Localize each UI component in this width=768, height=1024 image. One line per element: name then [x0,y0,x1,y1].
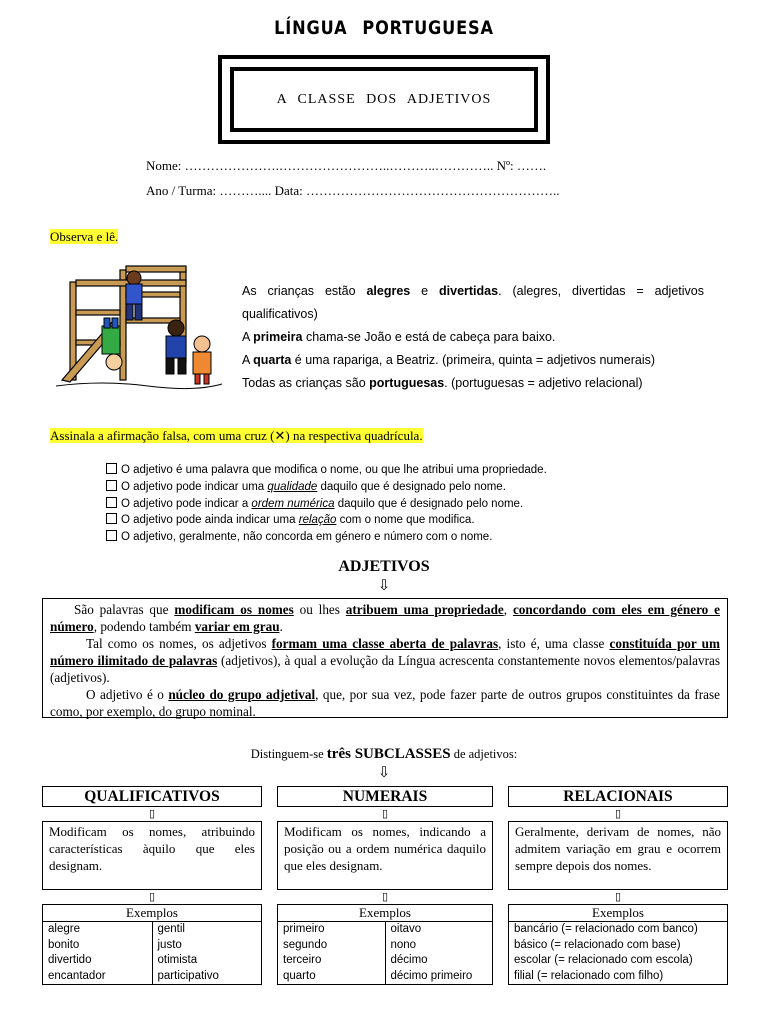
observe-sentence-2: A primeira chama-se João e está de cabeça para baixo. [242,330,556,344]
example-word: participativo [157,969,219,982]
worksheet-title: A CLASSE DOS ADJETIVOS [276,91,492,107]
exercise-instruction: Assinala a afirmação falsa, com uma cruz (✕) na respectiva quadrícula. [50,428,423,443]
title-frame [218,55,550,144]
example-word: bancário (= relacionado com banco) [514,923,698,935]
option-4[interactable]: O adjetivo pode ainda indicar uma relação com o nome que modifica. [106,512,547,529]
definition-box [42,598,728,718]
example-word: oitavo [390,923,422,935]
example-word: divertido [48,954,92,966]
option-1[interactable]: O adjetivo é uma palavra que modifica o nome, ou que lhe atribui uma propriedade. [106,462,547,479]
examples-label: Exemplos [278,905,492,922]
numerais-examples [277,904,493,985]
cross-icon: ✕ [274,428,286,443]
example-word: bonito [48,938,80,951]
down-marker-icon: ▯ [148,808,156,820]
observe-sentence-4: Todas as crianças são portuguesas. (portuguesas = adjetivo relacional) [242,376,643,390]
relacionais-description: Geralmente, derivam de nomes, não admitem variação em grau e ocorrem sempre depois dos nomes. [508,821,728,890]
class-date-field-line[interactable]: Ano / Turma: ……….... Data: ………………………………………………….. [146,183,560,198]
definition-paragraph-2: Tal como os nomes, os adjetivos formam uma classe aberta de palavras, isto é, uma classe constituída por um número ilimitado de palavras (adjetivos), à qual a evolução da Língua acrescenta constantemente novos elementos/palavras (adjetivos). [50,636,720,685]
definition-paragraph-1: São palavras que modificam os nomes ou lhes atribuem uma propriedade, concordando com eles em género e número, podendo também variar em grau. [50,602,720,634]
observe-label: Observa e lê. [50,229,119,244]
observe-sentence-1: As crianças estão alegres e divertidas. (alegres, divertidas = adjetivos qualificativos) [242,284,704,321]
example-word: otimista [157,954,198,966]
down-arrow-icon: ⇩ [377,578,391,594]
examples-label: Exemplos [43,905,261,922]
example-word: escolar (= relacionado com escola) [514,954,693,966]
name-field-line[interactable]: Nome: ………………….……………………..………..………….. Nº: ……. [146,158,547,173]
example-word: nono [390,938,417,951]
example-word: justo [157,938,182,951]
relacionais-examples [508,904,728,985]
qualificativos-heading: QUALIFICATIVOS [42,786,262,807]
example-word: primeiro [283,923,325,935]
subclasses-intro: Distinguem-se três SUBCLASSES de adjetivos: [250,746,518,762]
checkbox-3[interactable] [106,497,117,508]
relacionais-heading: RELACIONAIS [508,786,728,807]
example-word: segundo [283,938,328,951]
qualificativos-examples [42,904,262,985]
numerais-heading: NUMERAIS [277,786,493,807]
down-marker-icon: ▯ [381,891,389,903]
qualificativos-description: Modificam os nomes, atribuindo características àquilo que eles designam. [42,821,262,890]
exercise-options [106,462,547,546]
children-playground-illustration [52,262,224,392]
numerais-description: Modificam os nomes, indicando a posição ou a ordem numérica daquilo que eles designam. [277,821,493,890]
adjetivos-heading: ADJETIVOS [338,558,430,575]
example-word: encantador [48,969,106,982]
observe-text [242,280,704,395]
down-arrow-icon: ⇩ [377,765,391,781]
examples-label: Exemplos [509,905,727,922]
down-marker-icon: ▯ [614,891,622,903]
checkbox-2[interactable] [106,480,117,491]
checkbox-5[interactable] [106,530,117,541]
example-word: alegre [48,923,80,935]
example-word: filial (= relacionado com filho) [514,969,664,982]
option-2[interactable]: O adjetivo pode indicar uma qualidade daquilo que é designado pelo nome. [106,479,547,496]
down-marker-icon: ▯ [614,808,622,820]
definition-paragraph-3: O adjetivo é o núcleo do grupo adjetival, que, por sua vez, pode fazer parte de outros grupos constituintes da frase como, por exemplo, do grupo nominal. [50,687,720,719]
down-marker-icon: ▯ [148,891,156,903]
option-5[interactable]: O adjetivo, geralmente, não concorda em género e número com o nome. [106,529,547,546]
observe-sentence-3: A quarta é uma rapariga, a Beatriz. (primeira, quinta = adjetivos numerais) [242,353,656,367]
example-word: décimo [390,954,428,966]
example-word: terceiro [283,954,322,966]
page-title: LÍNGUA PORTUGUESA [274,17,494,39]
option-3[interactable]: O adjetivo pode indicar a ordem numérica daquilo que é designado pelo nome. [106,496,547,513]
example-word: básico (= relacionado com base) [514,938,681,951]
example-word: décimo primeiro [390,969,473,982]
example-word: quarto [283,969,316,982]
checkbox-1[interactable] [106,463,117,474]
example-word: gentil [157,923,185,935]
checkbox-4[interactable] [106,513,117,524]
title-frame-inner [230,67,538,132]
down-marker-icon: ▯ [381,808,389,820]
